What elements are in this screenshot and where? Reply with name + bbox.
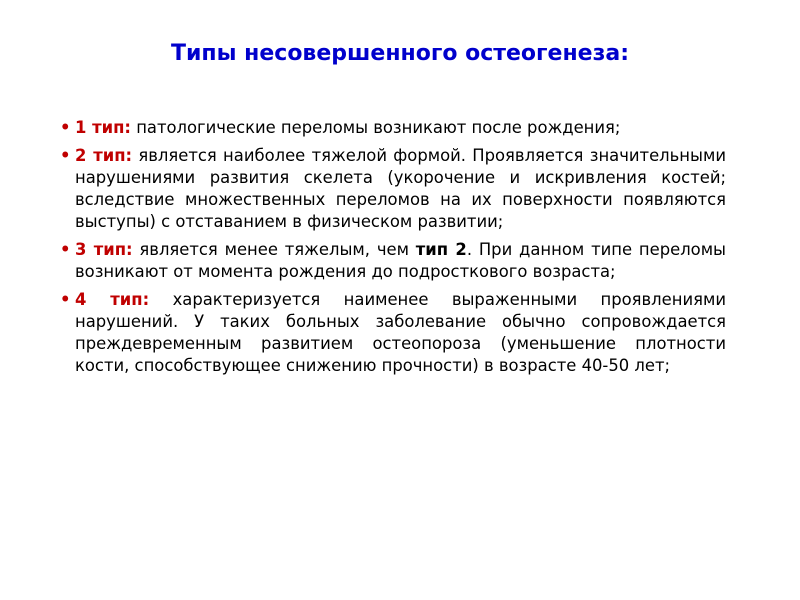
type-description: характеризуется наименее выраженными проявлениями нарушений. У таких больных заболевание обычно сопровождается преждевременным развитием остеопороза (уменьшение плотности кости, способствующее снижению прочности) в возрасте 40-50 лет; [75, 290, 726, 375]
type-label: 4 тип: [75, 290, 150, 309]
type-reference: тип 2 [415, 240, 467, 259]
type-description: является наиболее тяжелой формой. Проявляется значительными нарушениями развития скелета (укорочение и искривления костей; вследствие множественных переломов на их поверхности появляются выступы) с отставанием в физическом развитии; [75, 146, 726, 231]
slide-title: Типы несовершенного остеогенеза: [170, 41, 629, 66]
type-description-end: . При данном типе переломы возникают от момента рождения до подросткового возраста; [75, 240, 726, 281]
list-item-type-1 [60, 117, 726, 139]
bullet-icon: • [60, 118, 71, 137]
list-item-type-4 [60, 289, 726, 377]
bullet-icon: • [60, 146, 71, 165]
type-description: патологические переломы возникают после рождения; [136, 118, 621, 137]
type-description-start: является менее тяжелым, чем [139, 240, 409, 259]
bullet-icon: • [60, 290, 71, 309]
type-label: 1 тип: [75, 118, 131, 137]
type-label: 3 тип: [75, 240, 133, 259]
types-list [60, 117, 726, 383]
type-label: 2 тип: [75, 146, 133, 165]
list-item-type-3 [60, 239, 726, 283]
list-item-type-2 [60, 145, 726, 233]
bullet-icon: • [60, 240, 71, 259]
